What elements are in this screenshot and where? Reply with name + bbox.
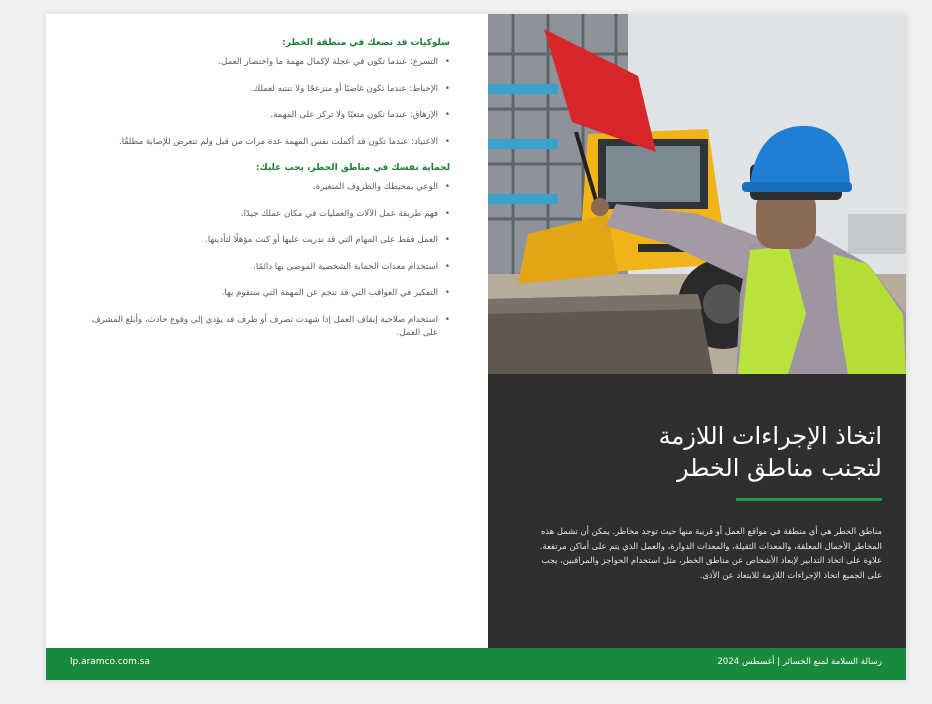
footer-bar [46, 648, 906, 680]
list-item: • الإحباط: عندما تكون غاضبًا أو منزعجًا ولا تنتبه لعملك. [76, 83, 450, 97]
list-item: • الوعي بمحيطك والظروف المتغيرة. [76, 181, 450, 195]
list-item: • العمل فقط على المهام التي قد تدربت عليها أو كنت مؤهلًا لتأديتها. [76, 234, 450, 248]
text-column [46, 14, 488, 648]
headline-line-1: اتخاذ الإجراءات اللازمة [658, 422, 882, 450]
document-page [46, 14, 906, 680]
headline-line-2: لتجنب مناطق الخطر [676, 454, 882, 482]
footer-publication: رسالة السلامة لمنع الخسائر | أغسطس 2024 [717, 657, 882, 667]
list-item: • فهم طريقة عمل الآلات والعمليات في مكان عملك جيدًا. [76, 208, 450, 222]
green-divider [736, 498, 882, 501]
list-item: • الاعتياد: عندما تكون قد أكملت نفس المهمة عدة مرات من قبل ولم تتعرض للإصابة مطلقًا. [76, 136, 450, 150]
section-title-risk-behaviors: سلوكيات قد تضعك في منطقة الخطر: [282, 38, 450, 48]
list-item: • الإرهاق: عندما تكون متعبًا ولا تركز على المهمة. [76, 109, 450, 123]
page-headline [659, 420, 882, 484]
headline-panel [488, 374, 906, 648]
list-item: • التفكير في العواقب التي قد تنجم عن المهمة التي ستقوم بها. [76, 287, 450, 301]
worker-flag-photo [488, 14, 906, 374]
list-item: • استخدام صلاحية إيقاف العمل إذا شهدت تصرف أو ظرف قد يؤدي إلى وقوع حادث، وأبلغ المشرف على العمل. [76, 314, 450, 341]
list-item: • التسرع: عندما تكون في عجلة لإكمال مهمة ما واختصار العمل. [76, 56, 450, 70]
intro-paragraph: مناطق الخطر هي أي منطقة في مواقع العمل أو قريبة منها حيث توجد مخاطر. يمكن أن تشمل هذه المخاطر الأحمال المعلقة، والمعدات الثقيلة، والمعدات الدوارة، والعمل الذي يتم على أماكن مرتفعة. علاوة على اتخاذ التدابير لإبعاد الأشخاص عن مناطق الخطر، مثل استخدام الحواجز والمراقبين، يجب على الجميع اتخاذ الإجراءات اللازمة للابتعاد عن الأذى. [539, 526, 882, 580]
footer-url-link[interactable]: lp.aramco.com.sa [70, 657, 151, 667]
risk-behaviors-list [76, 56, 450, 149]
section-title-protect-yourself: لحماية نفسك في مناطق الخطر، يجب عليك: [255, 163, 450, 173]
protection-list [76, 181, 450, 341]
list-item: • استخدام معدات الحماية الشخصية الموصى بها دائمًا. [76, 261, 450, 275]
